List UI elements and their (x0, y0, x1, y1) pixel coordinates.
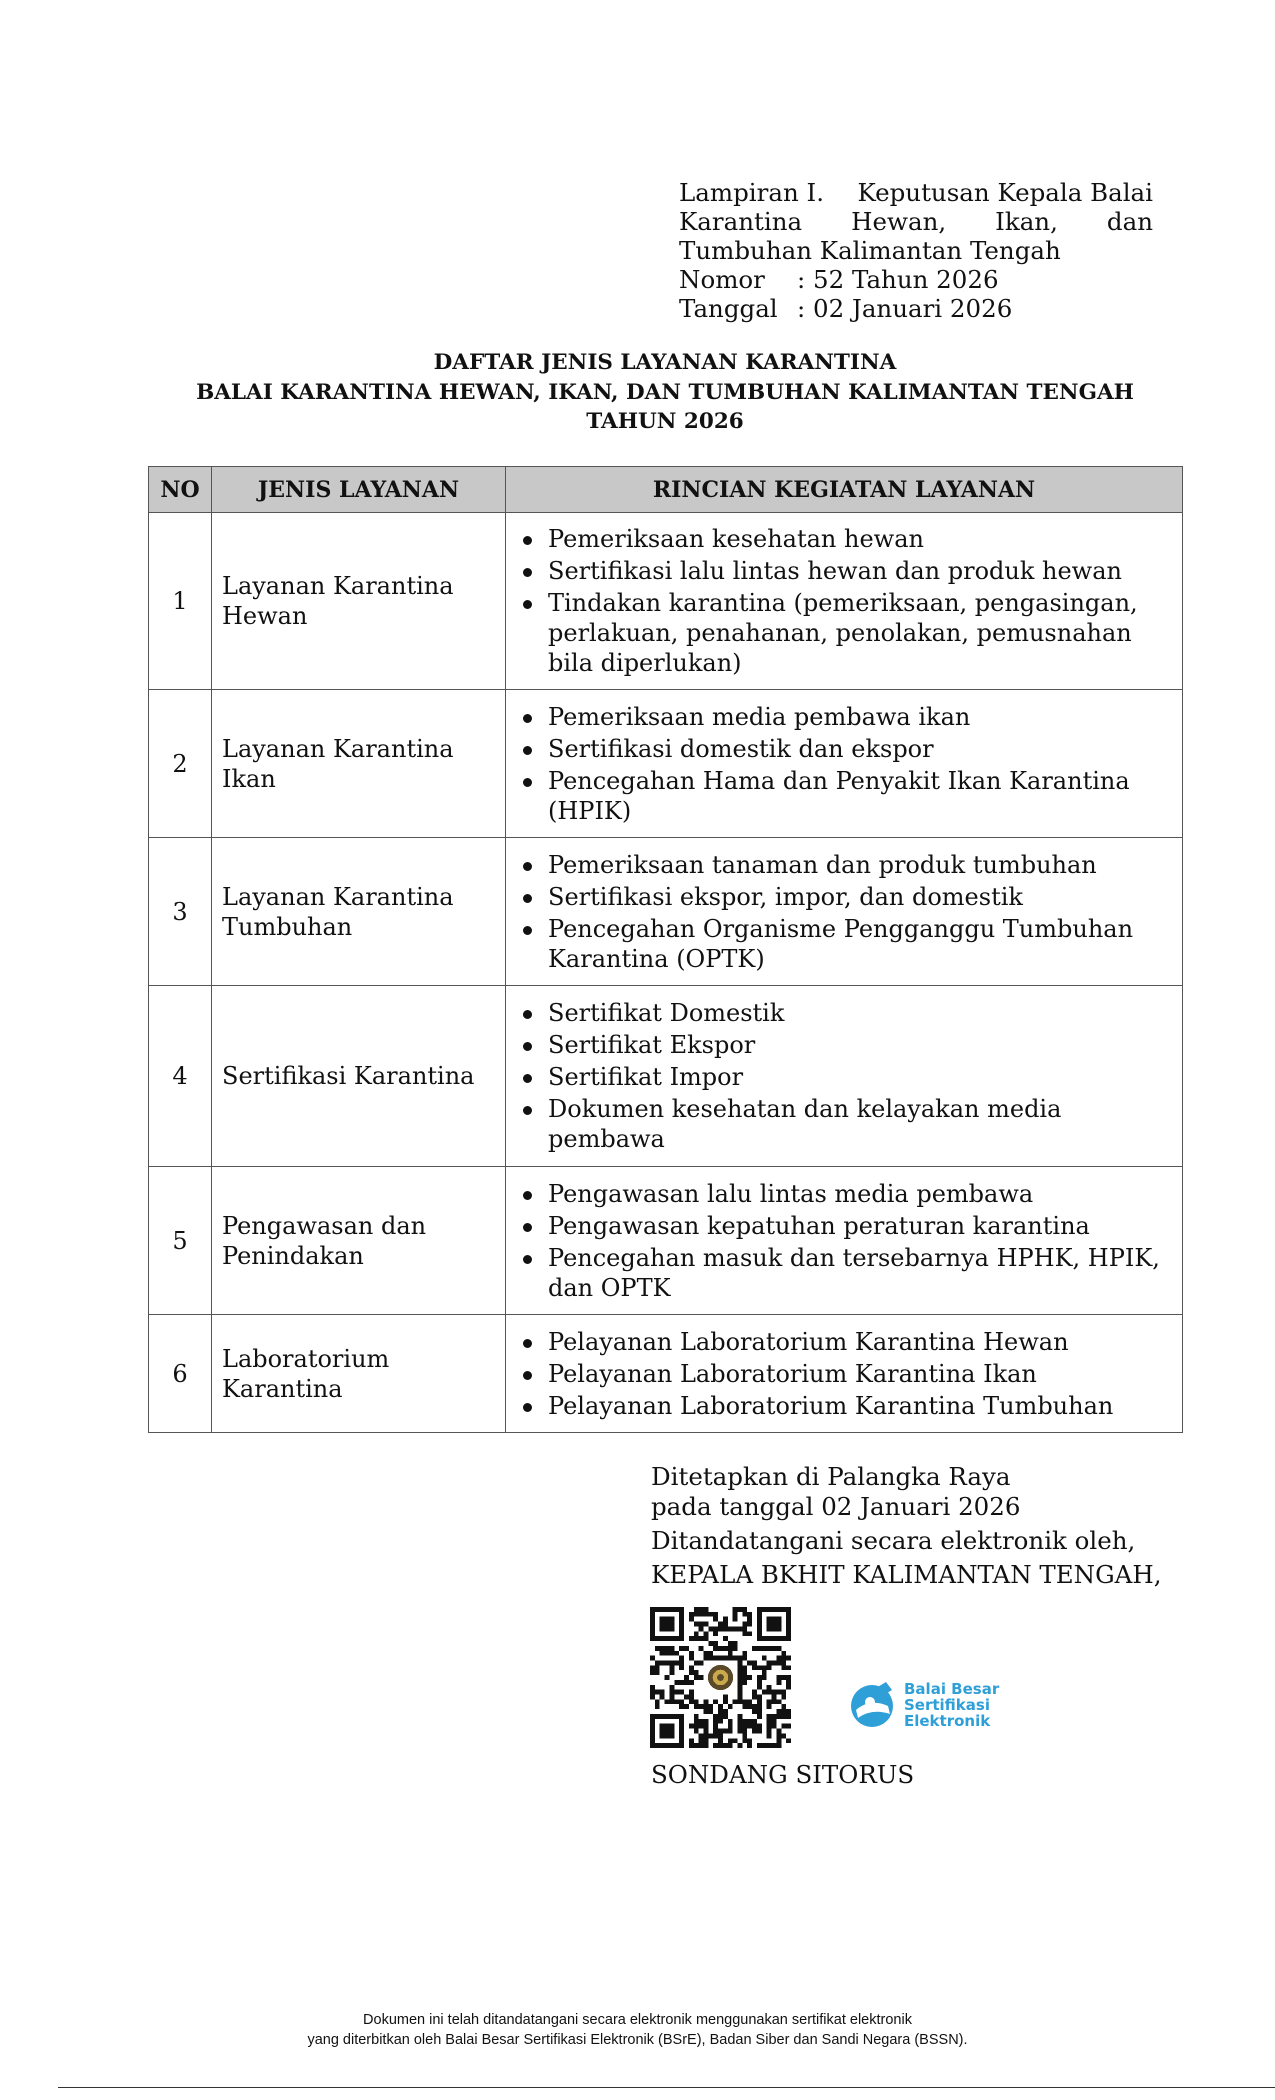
list-item: Pencegahan Hama dan Penyakit Ikan Karantina (HPIK) (516, 766, 1162, 826)
signature-electronic-note: Ditandatangani secara elektronik oleh, (651, 1526, 1136, 1555)
document-title (0, 348, 1275, 437)
service-details-list (516, 524, 1162, 678)
signer-name: SONDANG SITORUS (651, 1760, 915, 1789)
list-item: Dokumen kesehatan dan kelayakan media pembawa (516, 1094, 1162, 1154)
service-details (506, 986, 1183, 1167)
table-row (149, 690, 1183, 838)
service-details-list (516, 702, 1162, 826)
list-item: Tindakan karantina (pemeriksaan, pengasingan, perlakuan, penahanan, penolakan, pemusnahan bila diperlukan) (516, 588, 1162, 678)
list-item: Pelayanan Laboratorium Karantina Ikan (516, 1359, 1162, 1389)
service-details (506, 838, 1183, 986)
service-details-list (516, 1179, 1162, 1303)
footer-divider (58, 2087, 1275, 2088)
list-item: Pencegahan Organisme Pengganggu Tumbuhan Karantina (OPTK) (516, 914, 1162, 974)
service-type: Layanan Karantina Hewan (212, 513, 506, 690)
list-item: Sertifikat Impor (516, 1062, 1162, 1092)
service-details (506, 1315, 1183, 1433)
title-line-1: DAFTAR JENIS LAYANAN KARANTINA (433, 350, 897, 375)
row-number: 2 (149, 690, 212, 838)
service-details (506, 513, 1183, 690)
attachment-label: Lampiran I. (679, 178, 824, 207)
list-item: Pemeriksaan kesehatan hewan (516, 524, 1162, 554)
date-value: : 02 Januari 2026 (797, 294, 1013, 323)
service-type: Laboratorium Karantina (212, 1315, 506, 1433)
row-number: 3 (149, 838, 212, 986)
date-label: Tanggal (679, 294, 778, 323)
footer-line-1: Dokumen ini telah ditandatangani secara elektronik menggunakan sertifikat elektronik (363, 2012, 912, 2028)
service-type: Layanan Karantina Tumbuhan (212, 838, 506, 986)
row-number: 4 (149, 986, 212, 1167)
list-item: Sertifikasi lalu lintas hewan dan produk hewan (516, 556, 1162, 586)
list-item: Pencegahan masuk dan tersebarnya HPHK, HPIK, dan OPTK (516, 1243, 1162, 1303)
header-rincian-kegiatan: RINCIAN KEGIATAN LAYANAN (506, 467, 1183, 513)
row-number: 1 (149, 513, 212, 690)
services-table (148, 466, 1183, 1433)
list-item: Sertifikat Domestik (516, 998, 1162, 1028)
header-no: NO (149, 467, 212, 513)
service-details-list (516, 998, 1162, 1154)
attachment-number-row (679, 265, 1153, 294)
list-item: Pelayanan Laboratorium Karantina Tumbuhan (516, 1391, 1162, 1421)
service-details-list (516, 850, 1162, 974)
bsre-logo (846, 1680, 999, 1730)
signature-position: KEPALA BKHIT KALIMANTAN TENGAH, (651, 1560, 1162, 1589)
table-row (149, 838, 1183, 986)
header-jenis-layanan: JENIS LAYANAN (212, 467, 506, 513)
number-value: : 52 Tahun 2026 (797, 265, 999, 294)
list-item: Pemeriksaan tanaman dan produk tumbuhan (516, 850, 1162, 880)
list-item: Sertifikat Ekspor (516, 1030, 1162, 1060)
service-details (506, 690, 1183, 838)
row-number: 5 (149, 1167, 212, 1315)
bsre-text-line-1: Balai Besar (904, 1680, 1000, 1698)
row-number: 6 (149, 1315, 212, 1433)
table-row (149, 513, 1183, 690)
attachment-decree-line-1: Keputusan Kepala Balai (857, 178, 1153, 207)
list-item: Sertifikasi domestik dan ekspor (516, 734, 1162, 764)
service-type: Layanan Karantina Ikan (212, 690, 506, 838)
service-details-list (516, 1327, 1162, 1421)
list-item: Sertifikasi ekspor, impor, dan domestik (516, 882, 1162, 912)
table-row (149, 1315, 1183, 1433)
attachment-decree-line-2: Karantina Hewan, Ikan, dan (679, 207, 1153, 236)
signature-block (651, 1460, 1211, 1592)
qr-code-icon (650, 1607, 791, 1748)
attachment-header (679, 178, 1153, 323)
title-line-3: TAHUN 2026 (586, 409, 744, 434)
table-header-row (149, 467, 1183, 513)
signature-place: Ditetapkan di Palangka Raya (651, 1462, 1011, 1491)
table-row (149, 986, 1183, 1167)
service-type: Pengawasan dan Penindakan (212, 1167, 506, 1315)
title-line-2: BALAI KARANTINA HEWAN, IKAN, DAN TUMBUHAN KALIMANTAN TENGAH (196, 379, 1134, 405)
signature-date: pada tanggal 02 Januari 2026 (651, 1492, 1021, 1521)
bsre-logo-text (904, 1681, 999, 1729)
service-type: Sertifikasi Karantina (212, 986, 506, 1167)
table-row (149, 1167, 1183, 1315)
list-item: Pelayanan Laboratorium Karantina Hewan (516, 1327, 1162, 1357)
footer-line-2: yang diterbitkan oleh Balai Besar Sertifikasi Elektronik (BSrE), Badan Siber dan Sandi Negara (BSSN). (307, 2032, 968, 2048)
attachment-decree-line-3: Tumbuhan Kalimantan Tengah (679, 236, 1061, 265)
attachment-line-1 (679, 178, 1153, 207)
bsre-text-line-2: Sertifikasi (904, 1696, 990, 1714)
footer-note (0, 2010, 1275, 2050)
list-item: Pengawasan kepatuhan peraturan karantina (516, 1211, 1162, 1241)
bsre-text-line-3: Elektronik (904, 1712, 991, 1730)
list-item: Pengawasan lalu lintas media pembawa (516, 1179, 1162, 1209)
service-details (506, 1167, 1183, 1315)
bsre-logo-icon (846, 1680, 900, 1730)
number-label: Nomor (679, 265, 765, 294)
list-item: Pemeriksaan media pembawa ikan (516, 702, 1162, 732)
attachment-date-row (679, 294, 1153, 323)
